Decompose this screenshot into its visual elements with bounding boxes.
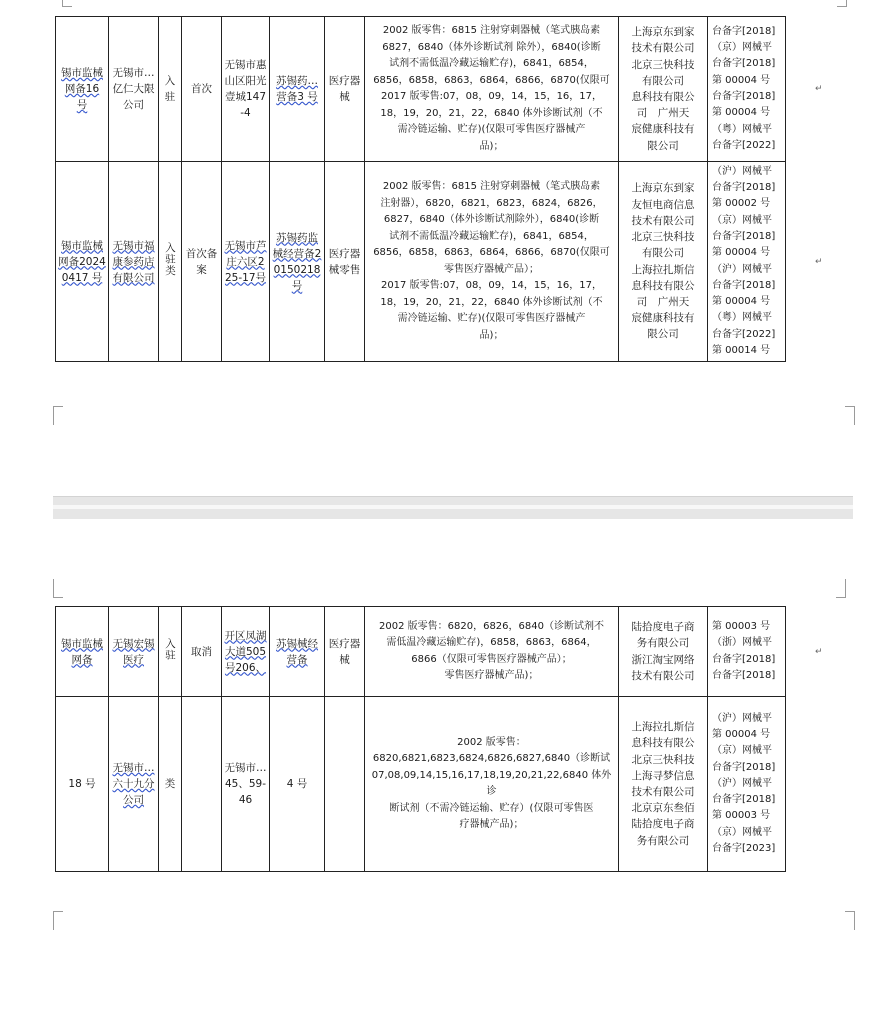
filing-line: 台备字[2018]: [712, 669, 776, 681]
scope-line: 2017 版零售:07，08，09，14，15，16，17，: [380, 91, 603, 102]
record-number-cell: 锡市监械网备16 号: [56, 17, 109, 162]
scope-line: 6827，6840（体外诊断试剂 除外），6840(诊断: [382, 41, 601, 53]
business-scope-cell: [365, 607, 619, 697]
scope-line: 6856，6858，6863，6864，6866，6870(仅限可: [373, 247, 610, 258]
platform-line: 司 广州天: [636, 295, 690, 308]
platform-line: 司 广州天: [636, 107, 690, 120]
platform-line: 上海京东到家: [631, 182, 695, 195]
filing-line: 第 00004 号: [712, 296, 771, 308]
license-cell: 4 号: [270, 697, 325, 872]
platform-line: 上海拉扎斯信: [631, 721, 695, 734]
filing-line: 台备字[2018]: [712, 58, 776, 70]
platform-line: 浙江淘宝网络: [631, 653, 695, 666]
record-number-cell: 锡市监械网备20240417 号: [56, 162, 109, 362]
filing-line: （京）网械平: [712, 745, 772, 757]
page-corner-mark: [53, 579, 63, 598]
record-table-top: [55, 16, 852, 362]
type-cell: 入驻: [159, 607, 182, 697]
platform-line: 限公司: [647, 328, 679, 341]
platform-line: 上海拉扎斯信: [631, 263, 695, 276]
filing-line: 第 00004 号: [712, 74, 771, 86]
platform-line: 上海寻梦信息: [631, 769, 695, 782]
platform-line: 陆拾度电子商: [631, 621, 695, 634]
page-bottom: [0, 519, 883, 1033]
scope-title: 2002 版零售：: [457, 736, 526, 748]
platform-line: 友恒电商信息: [631, 198, 695, 211]
license-cell: 苏锡药…营备3 号: [270, 17, 325, 162]
filing-line: （京）网械平: [712, 42, 772, 54]
scope-line: 需冷链运输、贮存)(仅限可零售医疗器械产: [397, 313, 586, 324]
row-end-mark: ↵: [786, 17, 852, 162]
action-cell: 取消: [182, 607, 222, 697]
category-cell: 医疗器械: [325, 607, 365, 697]
filing-line: 第 00004 号: [712, 728, 771, 740]
filing-line: 第 00014 号: [712, 344, 771, 356]
filing-line: 台备字[2022]: [712, 139, 776, 151]
platform-line: 北京三快科技: [631, 231, 695, 244]
page-corner-mark: [845, 406, 855, 425]
action-cell: 首次备案: [182, 162, 222, 362]
filing-line: 台备字[2018]: [712, 794, 776, 806]
business-scope-cell: [365, 697, 619, 872]
scope-line: 6856，6858，6863，6864，6866，6870(仅限可: [373, 74, 610, 86]
platform-line: 务有限公司: [636, 834, 690, 847]
filing-number-cell: [708, 162, 786, 362]
category-cell: 医疗器械零售: [325, 162, 365, 362]
platform-line: 有限公司: [642, 74, 684, 87]
filing-line: （粤）网械平: [712, 123, 772, 135]
platform-line: 技术有限公司: [631, 42, 695, 55]
filing-line: 台备字[2018]: [712, 761, 776, 773]
record-table-bottom: [55, 606, 852, 872]
type-cell: 入驻类: [159, 162, 182, 362]
platform-cell: [619, 607, 708, 697]
table-row: [56, 17, 852, 162]
row-end-mark: ↵: [786, 607, 852, 697]
filing-number-cell: [708, 697, 786, 872]
row-end-mark: ↵: [786, 162, 852, 362]
company-cell: 无锡市…六十九分公司: [109, 697, 159, 872]
filing-line: （浙）网械平: [712, 637, 772, 649]
scope-line: 疗器械产品)；: [459, 819, 524, 830]
scope-line: 品)；: [479, 329, 504, 341]
filing-line: 第 00003 号: [712, 620, 771, 632]
platform-cell: [619, 162, 708, 362]
filing-line: （沪）网械平: [712, 777, 772, 789]
category-cell: [325, 697, 365, 872]
license-cell: 苏锡药监械经营备20150218 号: [270, 162, 325, 362]
company-cell: 无锡市…亿仁大限公司: [109, 17, 159, 162]
page-corner-mark: [62, 0, 72, 7]
address-cell: 无锡市芦庄六区225-17号: [222, 162, 270, 362]
page-corner-mark: [53, 406, 63, 425]
row-end-mark: [786, 697, 852, 872]
action-cell: 首次: [182, 17, 222, 162]
filing-line: 第 00004 号: [712, 107, 771, 119]
scope-line: 07,08,09,14,15,16,17,18,19,20,21,22,6840 体外诊: [371, 769, 612, 797]
action-cell: [182, 697, 222, 872]
platform-cell: [619, 697, 708, 872]
filing-line: 台备字[2018]: [712, 653, 776, 665]
platform-cell: [619, 17, 708, 162]
filing-line: 台备字[2018]: [712, 25, 776, 37]
platform-line: 北京京东叁佰: [631, 802, 695, 815]
scope-line: 2002 版零售：6815 注射穿刺器械（笔式胰岛素: [382, 25, 601, 36]
record-number-cell: 18 号: [56, 697, 109, 872]
type-cell: 类: [159, 697, 182, 872]
filing-line: 第 00002 号: [712, 198, 771, 210]
scope-line: 2002 版零售：6820，6826，6840（诊断试剂不: [379, 620, 604, 632]
filing-line: 台备字[2018]: [712, 91, 776, 102]
filing-number-cell: [708, 17, 786, 162]
type-cell: 入驻: [159, 17, 182, 162]
platform-line: 技术有限公司: [631, 669, 695, 682]
business-scope-cell: [365, 17, 619, 162]
scope-line: 18，19，20，21，22，6840 体外诊断试剂（不: [380, 107, 603, 119]
filing-line: （沪）网械平: [712, 263, 772, 275]
scope-line: 6820,6821,6823,6824,6826,6827,6840（诊断试: [372, 753, 611, 764]
filing-line: 台备字[2018]: [712, 279, 776, 291]
address-cell: 开区凤湖大道505 号206、: [222, 607, 270, 697]
scope-line: 6866（仅限可零售医疗器械产品）；: [411, 653, 572, 665]
business-scope-cell: [365, 162, 619, 362]
platform-line: 宸健康科技有: [631, 123, 695, 136]
scope-line: 需低温冷藏运输贮存)，6858，6863，6864，: [386, 637, 597, 648]
filing-line: 台备字[2018]: [712, 182, 776, 194]
platform-line: 息科技有限公: [631, 737, 695, 750]
page-corner-mark: [845, 911, 855, 930]
page-separator-line: [53, 505, 853, 509]
table-row: [56, 607, 852, 697]
table-row: [56, 697, 852, 872]
platform-line: 技术有限公司: [631, 214, 695, 227]
filing-line: 第 00004 号: [712, 247, 771, 259]
platform-line: 北京三快科技: [631, 58, 695, 71]
platform-line: 陆拾度电子商: [631, 818, 695, 831]
table-row: [56, 162, 852, 362]
filing-line: （沪）网械平: [712, 712, 772, 724]
company-cell: 无锡市福康参药店有限公司: [109, 162, 159, 362]
platform-line: 息科技有限公: [631, 91, 695, 103]
scope-line: 品)；: [479, 140, 504, 152]
scope-line: 注射器），6820，6821，6823，6824，6826，: [380, 197, 603, 209]
platform-line: 技术有限公司: [631, 786, 695, 798]
scope-line: 断试剂（不需冷链运输、贮存）(仅限可零售医: [389, 802, 594, 814]
page-top: [0, 0, 883, 490]
filing-line: （粤）网械平: [712, 312, 772, 324]
filing-line: 台备字[2018]: [712, 230, 776, 242]
filing-line: 台备字[2023]: [712, 843, 776, 855]
scope-line: 试剂不需低温冷藏运输贮存)，6841，6854，: [389, 58, 594, 69]
platform-line: 息科技有限公: [631, 279, 695, 292]
scope-line: 2017 版零售:07，08，09，14，15，16，17，: [380, 280, 603, 291]
license-cell: 苏锡械经营备: [270, 607, 325, 697]
address-cell: 无锡市惠山区阳光壹城147-4: [222, 17, 270, 162]
record-number-cell: 锡市监械网备: [56, 607, 109, 697]
filing-line: （京）网械平: [712, 214, 772, 226]
platform-line: 北京三快科技: [631, 753, 695, 766]
filing-line: （沪）网械平: [712, 165, 772, 177]
page-corner-mark: [837, 0, 847, 7]
platform-line: 限公司: [647, 139, 679, 152]
platform-line: 有限公司: [642, 247, 684, 260]
scope-line: 2002 版零售：6815 注射穿刺器械（笔式胰岛素: [382, 181, 601, 192]
scope-line: 试剂不需低温冷藏运输贮存)，6841，6854，: [389, 230, 594, 242]
scope-line: 需冷链运输、贮存)(仅限可零售医疗器械产: [397, 124, 586, 135]
scope-line: 零售医疗器械产品）；: [444, 263, 539, 275]
filing-line: 台备字[2022]: [712, 328, 776, 340]
category-cell: 医疗器械: [325, 17, 365, 162]
scope-line: 零售医疗器械产品)；: [444, 670, 539, 681]
company-cell: 无锡宏锡医疗: [109, 607, 159, 697]
filing-number-cell: [708, 607, 786, 697]
filing-line: 第 00003 号: [712, 810, 771, 822]
page-corner-mark: [53, 911, 63, 930]
platform-line: 宸健康科技有: [631, 312, 695, 325]
page-corner-mark: [836, 579, 846, 598]
platform-line: 上海京东到家: [631, 26, 695, 39]
filing-line: （京）网械平: [712, 826, 772, 838]
address-cell: 无锡市…45、59-46: [222, 697, 270, 872]
scope-line: 18，19，20，21，22，6840 体外诊断试剂（不: [380, 296, 603, 308]
scope-line: 6827，6840（体外诊断试剂除外），6840(诊断: [383, 214, 600, 225]
platform-line: 务有限公司: [636, 637, 690, 650]
